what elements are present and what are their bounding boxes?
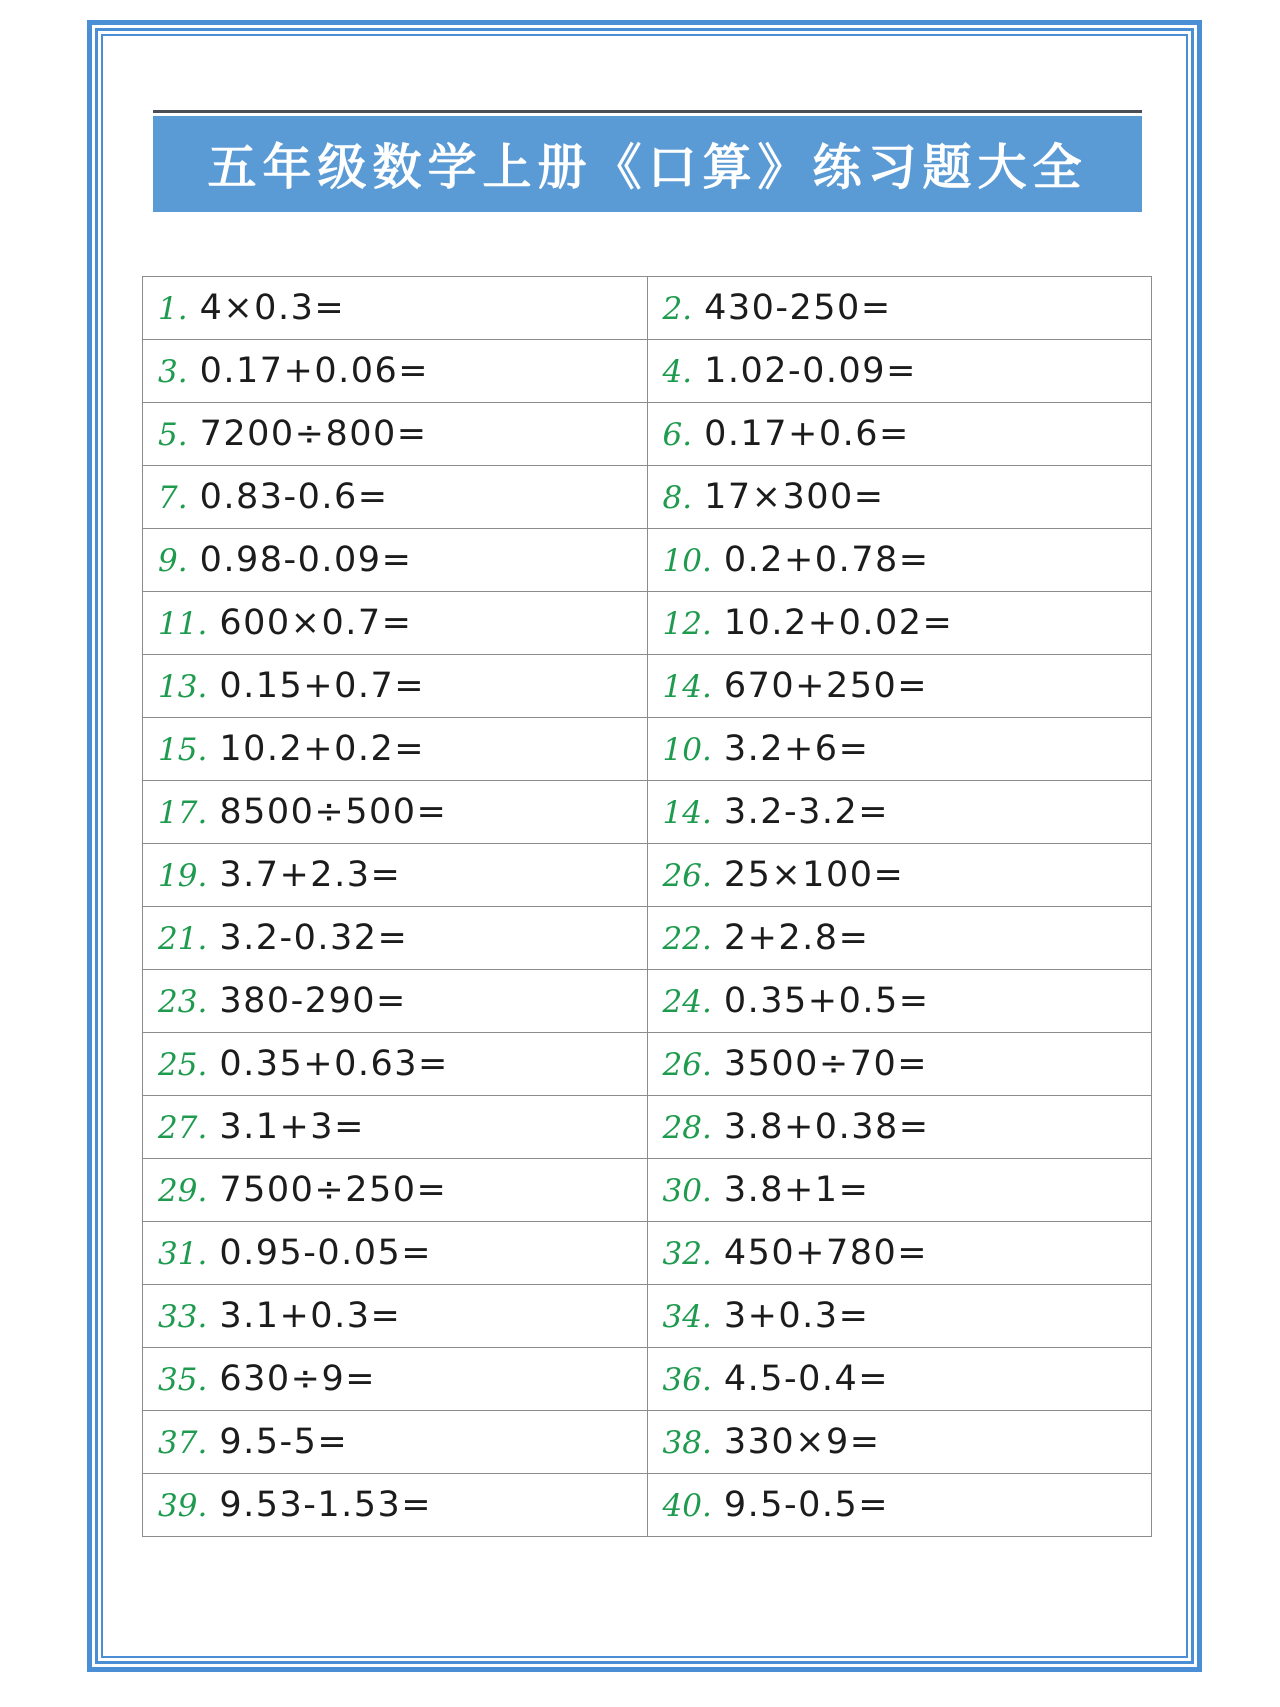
problem-cell — [647, 1222, 1152, 1285]
problem-cell — [647, 592, 1152, 655]
table-row — [143, 1411, 1152, 1474]
problem-expression: 600×0.7= — [219, 603, 413, 643]
problem-cell — [143, 1159, 648, 1222]
table-row — [143, 970, 1152, 1033]
problem-number: 9. — [158, 543, 188, 579]
problem-number: 36. — [662, 1362, 712, 1398]
problem-expression: 0.83-0.6= — [199, 477, 389, 517]
problem-number: 2. — [662, 291, 693, 327]
problem-expression: 430-250= — [704, 288, 892, 328]
problem-cell — [143, 340, 648, 403]
problem-number: 8. — [662, 480, 693, 516]
problem-cell — [647, 340, 1152, 403]
problem-number: 34. — [662, 1299, 712, 1335]
problem-cell — [647, 781, 1152, 844]
problem-number: 26. — [662, 858, 712, 894]
problem-cell — [647, 403, 1152, 466]
problem-expression: 7500÷250= — [219, 1170, 448, 1210]
problem-expression: 450+780= — [723, 1233, 929, 1273]
problem-number: 33. — [158, 1299, 208, 1335]
problem-expression: 7200÷800= — [199, 414, 428, 454]
table-row — [143, 277, 1152, 340]
problem-expression: 380-290= — [219, 981, 407, 1021]
problem-expression: 0.15+0.7= — [219, 666, 426, 706]
problem-number: 26. — [662, 1047, 712, 1083]
title-banner — [153, 116, 1142, 212]
problem-number: 23. — [158, 984, 208, 1020]
problem-expression: 3.2+6= — [723, 729, 870, 769]
problem-expression: 10.2+0.02= — [723, 603, 954, 643]
problem-number: 17. — [158, 795, 208, 831]
problem-expression: 3+0.3= — [723, 1296, 870, 1336]
problem-expression: 670+250= — [723, 666, 929, 706]
problem-cell — [647, 655, 1152, 718]
problem-cell — [143, 592, 648, 655]
problem-cell — [143, 403, 648, 466]
table-row — [143, 403, 1152, 466]
problem-expression: 3.2-3.2= — [723, 792, 890, 832]
problem-cell — [143, 781, 648, 844]
table-row — [143, 844, 1152, 907]
problem-number: 27. — [158, 1110, 208, 1146]
problem-expression: 4×0.3= — [199, 288, 346, 328]
problem-expression: 3.1+0.3= — [219, 1296, 402, 1336]
problem-cell — [647, 844, 1152, 907]
problem-cell — [647, 1411, 1152, 1474]
problem-expression: 630÷9= — [219, 1359, 377, 1399]
problem-number: 21. — [158, 921, 208, 957]
table-row — [143, 466, 1152, 529]
problem-expression: 3.8+0.38= — [723, 1107, 930, 1147]
problem-table — [142, 276, 1152, 1537]
problem-cell — [647, 277, 1152, 340]
table-row — [143, 1474, 1152, 1537]
problem-cell — [647, 1096, 1152, 1159]
problem-cell — [143, 1096, 648, 1159]
problem-cell — [143, 1474, 648, 1537]
problem-expression: 17×300= — [704, 477, 885, 517]
table-row — [143, 1348, 1152, 1411]
problem-expression: 8500÷500= — [219, 792, 448, 832]
problem-cell — [143, 1222, 648, 1285]
problem-number: 5. — [158, 417, 188, 453]
problem-cell — [647, 529, 1152, 592]
problem-expression: 0.35+0.5= — [723, 981, 930, 1021]
table-row — [143, 529, 1152, 592]
problem-expression: 0.35+0.63= — [219, 1044, 449, 1084]
table-row — [143, 1033, 1152, 1096]
problem-expression: 1.02-0.09= — [704, 351, 917, 391]
problem-expression: 3500÷70= — [723, 1044, 929, 1084]
problem-number: 19. — [158, 858, 208, 894]
table-row — [143, 655, 1152, 718]
problem-number: 28. — [662, 1110, 712, 1146]
table-row — [143, 1159, 1152, 1222]
problem-expression: 0.17+0.06= — [199, 351, 430, 391]
problem-number: 30. — [662, 1173, 712, 1209]
problem-cell — [647, 1159, 1152, 1222]
page-title: 五年级数学上册《口算》练习题大全 — [207, 138, 1088, 196]
problem-cell — [143, 1348, 648, 1411]
problem-number: 11. — [158, 606, 208, 642]
problem-expression: 3.1+3= — [219, 1107, 365, 1147]
problem-cell — [143, 907, 648, 970]
problem-cell — [647, 466, 1152, 529]
problem-cell — [143, 466, 648, 529]
problem-number: 38. — [662, 1425, 712, 1461]
problem-number: 14. — [662, 669, 712, 705]
problem-cell — [143, 655, 648, 718]
table-row — [143, 907, 1152, 970]
problem-cell — [143, 718, 648, 781]
table-row — [143, 1096, 1152, 1159]
problem-number: 24. — [662, 984, 712, 1020]
problem-number: 4. — [662, 354, 693, 390]
problem-table-body — [143, 277, 1152, 1537]
problem-number: 29. — [158, 1173, 208, 1209]
problem-cell — [647, 1348, 1152, 1411]
problem-cell — [647, 718, 1152, 781]
problem-expression: 2+2.8= — [723, 918, 870, 958]
problem-cell — [647, 970, 1152, 1033]
problem-cell — [143, 844, 648, 907]
problem-cell — [143, 970, 648, 1033]
problem-expression: 0.17+0.6= — [704, 414, 910, 454]
problem-number: 6. — [662, 417, 693, 453]
problem-cell — [647, 1474, 1152, 1537]
problem-number: 37. — [158, 1425, 208, 1461]
problem-expression: 330×9= — [723, 1422, 881, 1462]
problem-expression: 25×100= — [723, 855, 905, 895]
problem-number: 25. — [158, 1047, 208, 1083]
problem-cell — [143, 1033, 648, 1096]
problem-cell — [143, 1411, 648, 1474]
problem-number: 3. — [158, 354, 188, 390]
table-row — [143, 781, 1152, 844]
problem-expression: 3.2-0.32= — [219, 918, 409, 958]
problem-expression: 10.2+0.2= — [219, 729, 426, 769]
problem-expression: 9.5-0.5= — [723, 1485, 890, 1525]
problem-cell — [143, 277, 648, 340]
problem-expression: 0.98-0.09= — [199, 540, 413, 580]
problem-number: 39. — [158, 1488, 208, 1524]
problem-expression: 0.95-0.05= — [219, 1233, 433, 1273]
problem-number: 31. — [158, 1236, 208, 1272]
table-row — [143, 718, 1152, 781]
problem-number: 35. — [158, 1362, 208, 1398]
title-rule — [153, 110, 1142, 113]
problem-cell — [647, 1033, 1152, 1096]
problem-number: 12. — [662, 606, 712, 642]
problem-expression: 9.53-1.53= — [219, 1485, 433, 1525]
problem-number: 22. — [662, 921, 712, 957]
problem-expression: 3.8+1= — [723, 1170, 870, 1210]
problem-expression: 0.2+0.78= — [723, 540, 930, 580]
problem-number: 15. — [158, 732, 208, 768]
problem-number: 40. — [662, 1488, 712, 1524]
problem-cell — [647, 1285, 1152, 1348]
problem-number: 13. — [158, 669, 208, 705]
problem-cell — [647, 907, 1152, 970]
problem-number: 14. — [662, 795, 712, 831]
problem-number: 1. — [158, 291, 188, 327]
problem-cell — [143, 1285, 648, 1348]
problem-number: 10. — [662, 543, 712, 579]
problem-expression: 3.7+2.3= — [219, 855, 402, 895]
problem-number: 32. — [662, 1236, 712, 1272]
problem-cell — [143, 529, 648, 592]
table-row — [143, 1285, 1152, 1348]
problem-number: 7. — [158, 480, 188, 516]
table-row — [143, 340, 1152, 403]
problem-expression: 4.5-0.4= — [723, 1359, 890, 1399]
problem-number: 10. — [662, 732, 712, 768]
table-row — [143, 1222, 1152, 1285]
problem-expression: 9.5-5= — [219, 1422, 349, 1462]
table-row — [143, 592, 1152, 655]
